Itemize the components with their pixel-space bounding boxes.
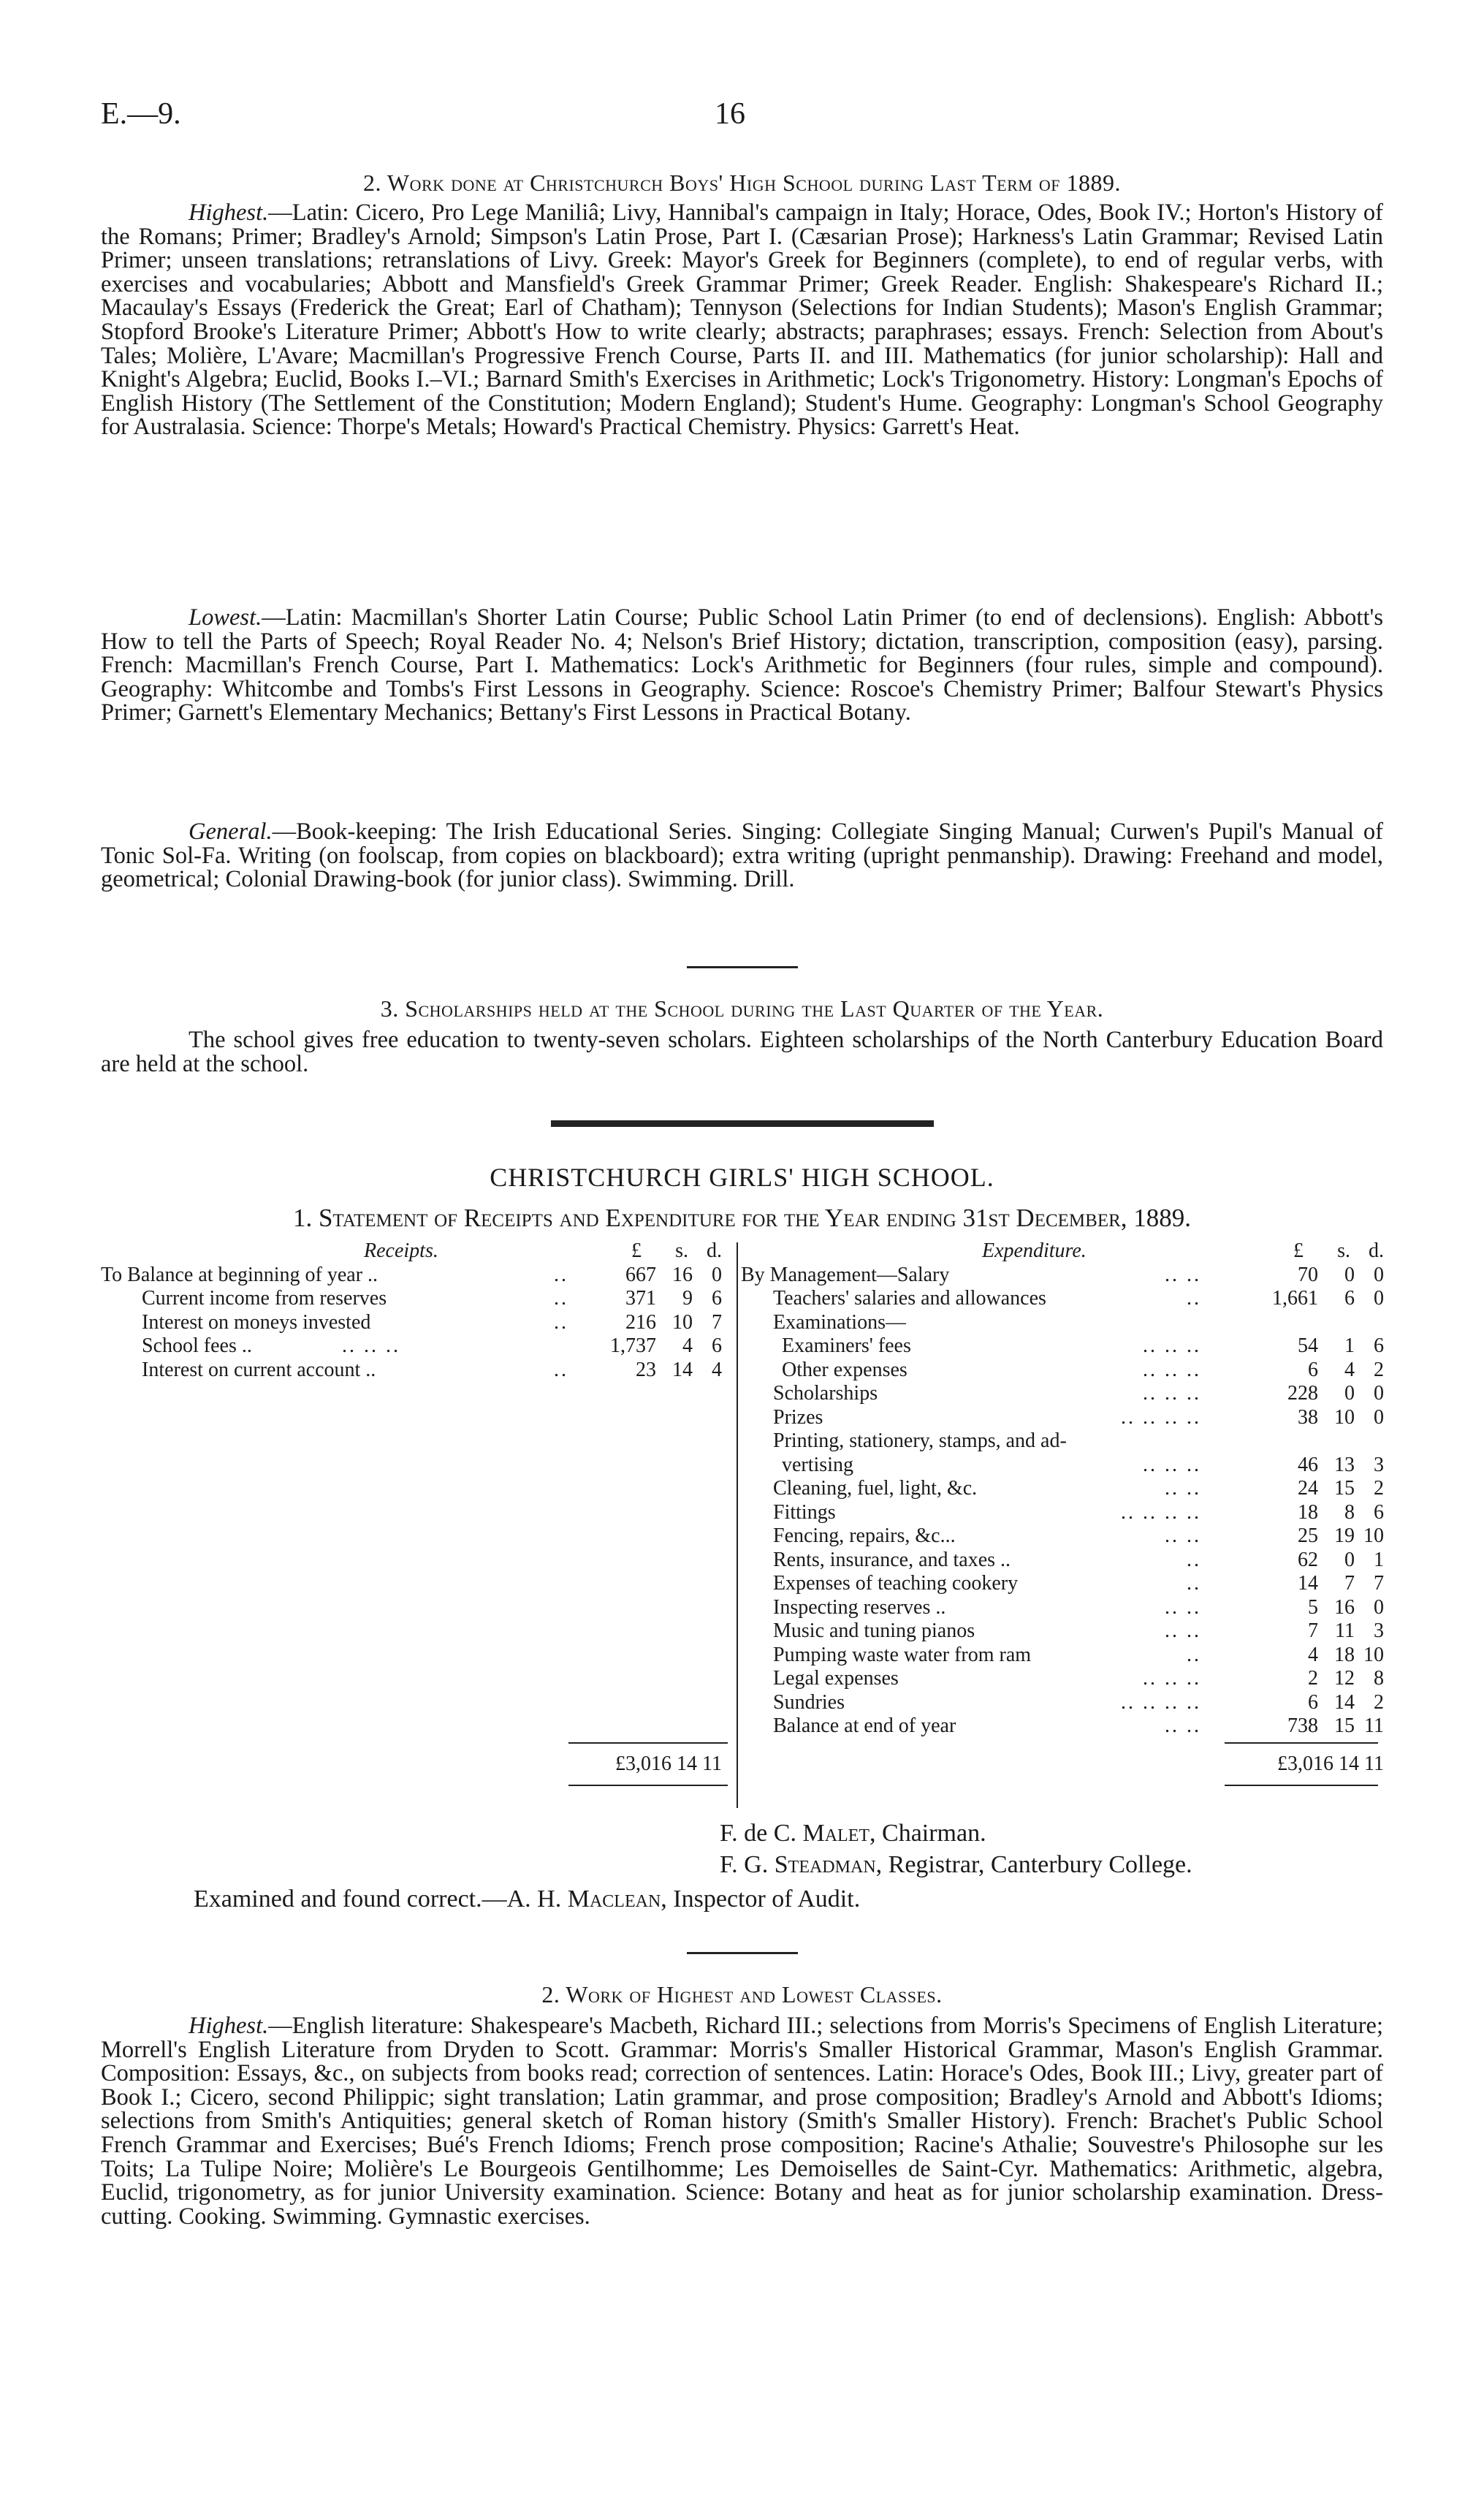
- highest-label: Highest.: [189, 2013, 269, 2039]
- leader-dots: .. ..: [1165, 1263, 1201, 1286]
- amount-s: 14: [1334, 1690, 1355, 1714]
- amount-s: 19: [1334, 1524, 1355, 1547]
- table-row: [741, 1667, 1384, 1691]
- table-row: [741, 1572, 1384, 1596]
- amount-s: 13: [1334, 1453, 1355, 1476]
- amount-pounds: 2: [1308, 1667, 1318, 1690]
- expenditure-item-label: vertising: [782, 1453, 853, 1476]
- expenditure-item-label: Expenses of teaching cookery: [773, 1572, 1019, 1595]
- expenditure-item-label: Cleaning, fuel, light, &c.: [773, 1477, 978, 1500]
- amount-s: 1: [1344, 1334, 1355, 1357]
- table-row: [741, 1311, 1384, 1335]
- leader-dots: .. ..: [1165, 1619, 1201, 1642]
- amount-pounds: 4: [1308, 1643, 1318, 1666]
- boys-lowest-paragraph: [101, 606, 1383, 725]
- amount-pounds: 228: [1287, 1382, 1318, 1405]
- amount-d: 11: [1364, 1714, 1384, 1737]
- amount-d: 10: [1363, 1643, 1384, 1666]
- leader-dots: .. .. .. ..: [1121, 1500, 1201, 1524]
- amount-s: 15: [1334, 1477, 1355, 1500]
- expenditure-item-label: Fencing, repairs, &c...: [773, 1524, 956, 1547]
- amount-pounds: 62: [1298, 1548, 1318, 1571]
- table-row: [741, 1382, 1384, 1406]
- leader-dots: .. ..: [1165, 1595, 1201, 1619]
- expenditure-total: £3,016 14 11: [1277, 1752, 1384, 1775]
- leader-dots: .. ..: [1165, 1524, 1201, 1547]
- amount-s: 16: [1334, 1595, 1355, 1619]
- amount-pounds: 14: [1298, 1572, 1318, 1595]
- table-row: [741, 1454, 1384, 1478]
- audit-examination-line: Examined and found correct.—A. H. Maclean, Inspector of Audit.: [194, 1885, 861, 1913]
- amount-d: 0: [1374, 1595, 1384, 1619]
- table-row: Interest on current account .. .. 23 14 4: [142, 1358, 722, 1381]
- lowest-label: Lowest.: [189, 604, 262, 631]
- amount-pounds: 70: [1298, 1263, 1318, 1286]
- expenditure-item-label: Inspecting reserves ..: [773, 1595, 946, 1619]
- leader-dots: .. ..: [1165, 1477, 1201, 1500]
- boys-highest-paragraph: [101, 201, 1383, 439]
- expenditure-item-label: Scholarships: [773, 1382, 878, 1405]
- section-title-scholarships: 3. Scholarships held at the School during the Last Quarter of the Year.: [380, 995, 1104, 1022]
- girls-highest-text: —English literature: Shakespeare's Macbeth, Richard III.; selections from Morris's Specimens of English Literature; Morrell's English Literature from Dryden to Scott. Grammar: Morris's Smaller Historical Grammar, Mason's English Grammar. Composition: Essays, &c., on subjects from books read; correction of sentences. Latin: Horace's Odes, Book III.; Livy, greater part of Book I.; Cicero, second Philippic; sight translation; Latin grammar, and prose composition; Bradley's Arnold and Abbott's Idioms; selections from Smith's Antiquities; general sketch of Roman history (Smith's Smaller History). French: Brachet's Public School French Grammar and Exercises; Bué's French Idioms; French prose composition; Racine's Athalie; Souvestre's Philosophe sur les Toits; La Tulipe Noire; Molière's Le Bourgeois Gentilhomme; Les Demoiselles de Saint-Cyr. Mathematics: Arithmetic, algebra, Euclid, trigonometry, as for junior University examination. Science: Botany and heat as for junior scholarship examination. Dress-cutting. Cooking. Swimming. Gymnastic exercises.: [101, 2013, 1383, 2230]
- amount-s: 10: [1334, 1405, 1355, 1429]
- amount-d: 3: [1374, 1453, 1384, 1476]
- boys-general-paragraph: [101, 820, 1383, 892]
- table-row: [741, 1264, 1384, 1288]
- expenditure-item-label: Teachers' salaries and allowances: [773, 1287, 1046, 1310]
- amount-s: 8: [1344, 1500, 1355, 1524]
- divider-short: [687, 966, 798, 968]
- expenditure-total-top-rule: [1225, 1742, 1378, 1744]
- table-row: [741, 1406, 1384, 1430]
- table-row: [741, 1501, 1384, 1525]
- amount-s: 12: [1334, 1667, 1355, 1690]
- table-row: [741, 1549, 1384, 1573]
- expenditure-column-head: Expenditure.: [982, 1239, 1087, 1262]
- expenditure-item-label: Printing, stationery, stamps, and ad-: [773, 1429, 1067, 1452]
- school-title: CHRISTCHURCH GIRLS' HIGH SCHOOL.: [490, 1163, 994, 1192]
- general-label: General.: [189, 818, 273, 845]
- leader-dots: .. ..: [1165, 1714, 1201, 1737]
- statement-title: 1. Statement of Receipts and Expenditure for the Year ending 31st December, 1889.: [292, 1204, 1192, 1232]
- expenditure-item-label: Legal expenses: [773, 1667, 899, 1690]
- expenditure-item-label: Balance at end of year: [773, 1714, 956, 1737]
- expenditure-item-label: Fittings: [773, 1500, 836, 1524]
- amount-s: 11: [1335, 1619, 1355, 1642]
- boys-highest-text: —Latin: Cicero, Pro Lege Maniliâ; Livy, Hannibal's campaign in Italy; Horace, Odes, Book IV.; Horton's History of the Romans; Primer; Bradley's Arnold; Simpson's Latin Prose, Part I. (Cæsarian Prose); Harkness's Latin Grammar; Revised Latin Primer; unseen translations; retranslations of Livy. Greek: Mayor's Greek for Beginners (complete), to end of regular verbs, with exercises and vocabularies; Abbott and Mansfield's Greek Grammar Primer; Greek Reader. English: Shakespeare's Richard II.; Macaulay's Essays (Frederick the Great; Earl of Chatham); Tennyson (Selections for Indian Students); Mason's English Grammar; Stopford Brooke's Literature Primer; Abbott's How to write clearly; abstracts; paraphrases; essays. French: Selection from About's Tales; Molière, L'Avare; Macmillan's Progressive French Course, Parts II. and III. Mathematics (for junior scholarship): Hall and Knight's Algebra; Euclid, Books I.–VI.; Barnard Smith's Exercises in Arithmetic; Lock's Trigonometry. History: Longman's Epochs of English History (The Settlement of the Constitution; Modern England); Student's Hume. Geography: Longman's School Geography for Australasia. Science: Thorpe's Metals; Howard's Practical Chemistry. Physics: Garrett's Heat.: [101, 200, 1383, 441]
- amount-s: 18: [1334, 1643, 1355, 1666]
- amount-pounds: 5: [1308, 1595, 1318, 1619]
- table-row: [741, 1644, 1384, 1668]
- divider-thick: [551, 1120, 934, 1127]
- expenditure-table: [741, 1239, 1384, 1264]
- expenditure-item-label: Other expenses: [782, 1358, 907, 1381]
- receipts-total-row: [101, 1752, 734, 1777]
- amount-pounds: 7: [1308, 1619, 1318, 1642]
- amount-d: 0: [1374, 1263, 1384, 1286]
- amount-d: 7: [1374, 1572, 1384, 1595]
- expenditure-item-label: Examinations—: [773, 1310, 906, 1334]
- expenditure-item-label: Examiners' fees: [782, 1334, 911, 1357]
- receipts-header-row: [101, 1239, 734, 1264]
- amount-s: 6: [1344, 1287, 1355, 1310]
- leader-dots: ..: [1187, 1287, 1201, 1310]
- leader-dots: ..: [1187, 1572, 1201, 1595]
- leader-dots: .. .. ..: [1143, 1667, 1201, 1690]
- table-row: [741, 1596, 1384, 1620]
- section-title-boys-work: 2. Work done at Christchurch Boys' High School during Last Term of 1889.: [363, 170, 1121, 196]
- amount-pounds: 38: [1298, 1405, 1318, 1429]
- amount-pounds: 6: [1308, 1358, 1318, 1381]
- shillings-head: s.: [675, 1239, 688, 1262]
- receipts-table: [101, 1239, 734, 1382]
- table-row: [741, 1429, 1384, 1454]
- leader-dots: .. .. ..: [1143, 1358, 1201, 1381]
- amount-pounds: 46: [1298, 1453, 1318, 1476]
- receipts-total-top-rule: [568, 1742, 728, 1744]
- table-row: [741, 1524, 1384, 1549]
- amount-d: 6: [1374, 1500, 1384, 1524]
- boys-general-text: —Book-keeping: The Irish Educational Series. Singing: Collegiate Singing Manual; Curwen's Pupil's Manual of Tonic Sol-Fa. Writing (on foolscap, from copies on blackboard); extra writing (upright penmanship). Drawing: Freehand and model, geometrical; Colonial Drawing-book (for junior class). Swimming. Drill.: [101, 818, 1383, 893]
- amount-d: 2: [1374, 1690, 1384, 1714]
- amount-d: 0: [1374, 1287, 1384, 1310]
- amount-pounds: 6: [1308, 1690, 1318, 1714]
- expenditure-item-label: Rents, insurance, and taxes ..: [773, 1548, 1011, 1571]
- amount-d: 10: [1363, 1524, 1384, 1547]
- leader-dots: ..: [1187, 1548, 1201, 1571]
- leader-dots: .. .. ..: [1143, 1334, 1201, 1357]
- registrar-signature: F. G. Steadman, Registrar, Canterbury College.: [720, 1851, 1192, 1878]
- amount-pounds: 24: [1298, 1477, 1318, 1500]
- table-row: To Balance at beginning of year .. .. 667 16 0: [101, 1263, 722, 1286]
- receipts-total: £3,016 14 11: [615, 1752, 722, 1775]
- amount-d: 8: [1374, 1667, 1384, 1690]
- expenditure-total-bottom-rule: [1225, 1785, 1378, 1786]
- expenditure-rows: [741, 1264, 1384, 1739]
- expenditure-item-label: By Management—Salary: [741, 1263, 950, 1286]
- expenditure-item-label: Music and tuning pianos: [773, 1619, 975, 1642]
- table-row: [741, 1359, 1384, 1383]
- table-row: [741, 1287, 1384, 1311]
- section-title-girls-work: 2. Work of Highest and Lowest Classes.: [541, 1981, 943, 2008]
- leader-dots: .. .. .. ..: [1121, 1405, 1201, 1429]
- amount-pounds: 738: [1287, 1714, 1318, 1737]
- amount-s: 0: [1344, 1263, 1355, 1286]
- chairman-signature: F. de C. Malet, Chairman.: [720, 1820, 986, 1847]
- pence-head: d.: [707, 1239, 722, 1262]
- amount-s: 0: [1344, 1382, 1355, 1405]
- expenditure-total-row: [741, 1752, 1384, 1777]
- amount-pounds: 54: [1298, 1334, 1318, 1357]
- table-row: [741, 1619, 1384, 1644]
- table-row: School fees .. .. .. .. 1,737 4 6: [142, 1334, 722, 1357]
- pounds-head: £: [631, 1239, 642, 1262]
- amount-d: 2: [1374, 1358, 1384, 1381]
- amount-s: 7: [1344, 1572, 1355, 1595]
- table-row: Interest on moneys invested .. 216 10 7: [142, 1310, 722, 1334]
- amount-pounds: 18: [1298, 1500, 1318, 1524]
- boys-lowest-text: —Latin: Macmillan's Shorter Latin Course; Public School Latin Primer (to end of declensions). English: Abbott's How to tell the Parts of Speech; Royal Reader No. 4; Nelson's Brief History; dictation, transcription, composition (easy), parsing. French: Macmillan's French Course, Part I. Mathematics: Lock's Arithmetic for Beginners (four rules, simple and compound). Geography: Whitcombe and Tombs's First Lessons in Geography. Science: Roscoe's Chemistry Primer; Balfour Stewart's Physics Primer; Garnett's Elementary Mechanics; Bettany's First Lessons in Practical Botany.: [101, 604, 1383, 726]
- leader-dots: .. .. ..: [1143, 1453, 1201, 1476]
- receipts-column-head: Receipts.: [364, 1239, 438, 1262]
- amount-s: 15: [1334, 1714, 1355, 1737]
- amount-s: 4: [1344, 1358, 1355, 1381]
- leader-dots: .. .. ..: [1143, 1382, 1201, 1405]
- expenditure-item-label: Sundries: [773, 1690, 845, 1714]
- amount-d: 0: [1374, 1405, 1384, 1429]
- table-row: [741, 1691, 1384, 1715]
- table-row: Current income from reserves .. 371 9 6: [142, 1287, 722, 1310]
- divider-short: [687, 1952, 798, 1954]
- amount-d: 6: [1374, 1334, 1384, 1357]
- amount-pounds: 25: [1298, 1524, 1318, 1547]
- scholarships-paragraph: The school gives free education to twenty-seven scholars. Eighteen scholarships of the North Canterbury Education Board are held at the school.: [101, 1027, 1383, 1077]
- page-number: 16: [715, 97, 745, 131]
- expenditure-header-row: [741, 1239, 1384, 1264]
- highest-label: Highest.: [189, 200, 269, 226]
- pounds-head: £: [1293, 1239, 1304, 1262]
- amount-pounds: 1,661: [1272, 1287, 1318, 1310]
- table-row: [741, 1477, 1384, 1501]
- table-column-separator: [737, 1242, 738, 1808]
- table-row: [741, 1334, 1384, 1359]
- receipts-total-bottom-rule: [568, 1785, 728, 1786]
- amount-d: 1: [1374, 1548, 1384, 1571]
- girls-highest-paragraph: [101, 2014, 1383, 2228]
- leader-dots: ..: [1187, 1643, 1201, 1666]
- amount-d: 2: [1374, 1477, 1384, 1500]
- amount-d: 3: [1374, 1619, 1384, 1642]
- amount-d: 0: [1374, 1382, 1384, 1405]
- amount-s: 0: [1344, 1548, 1355, 1571]
- table-row: [741, 1714, 1384, 1739]
- expenditure-item-label: Prizes: [773, 1405, 823, 1429]
- shillings-head: s.: [1337, 1239, 1350, 1262]
- leader-dots: .. .. .. ..: [1121, 1690, 1201, 1714]
- pence-head: d.: [1369, 1239, 1384, 1262]
- expenditure-item-label: Pumping waste water from ram: [773, 1643, 1032, 1666]
- page-header-code: E.—9.: [101, 97, 181, 131]
